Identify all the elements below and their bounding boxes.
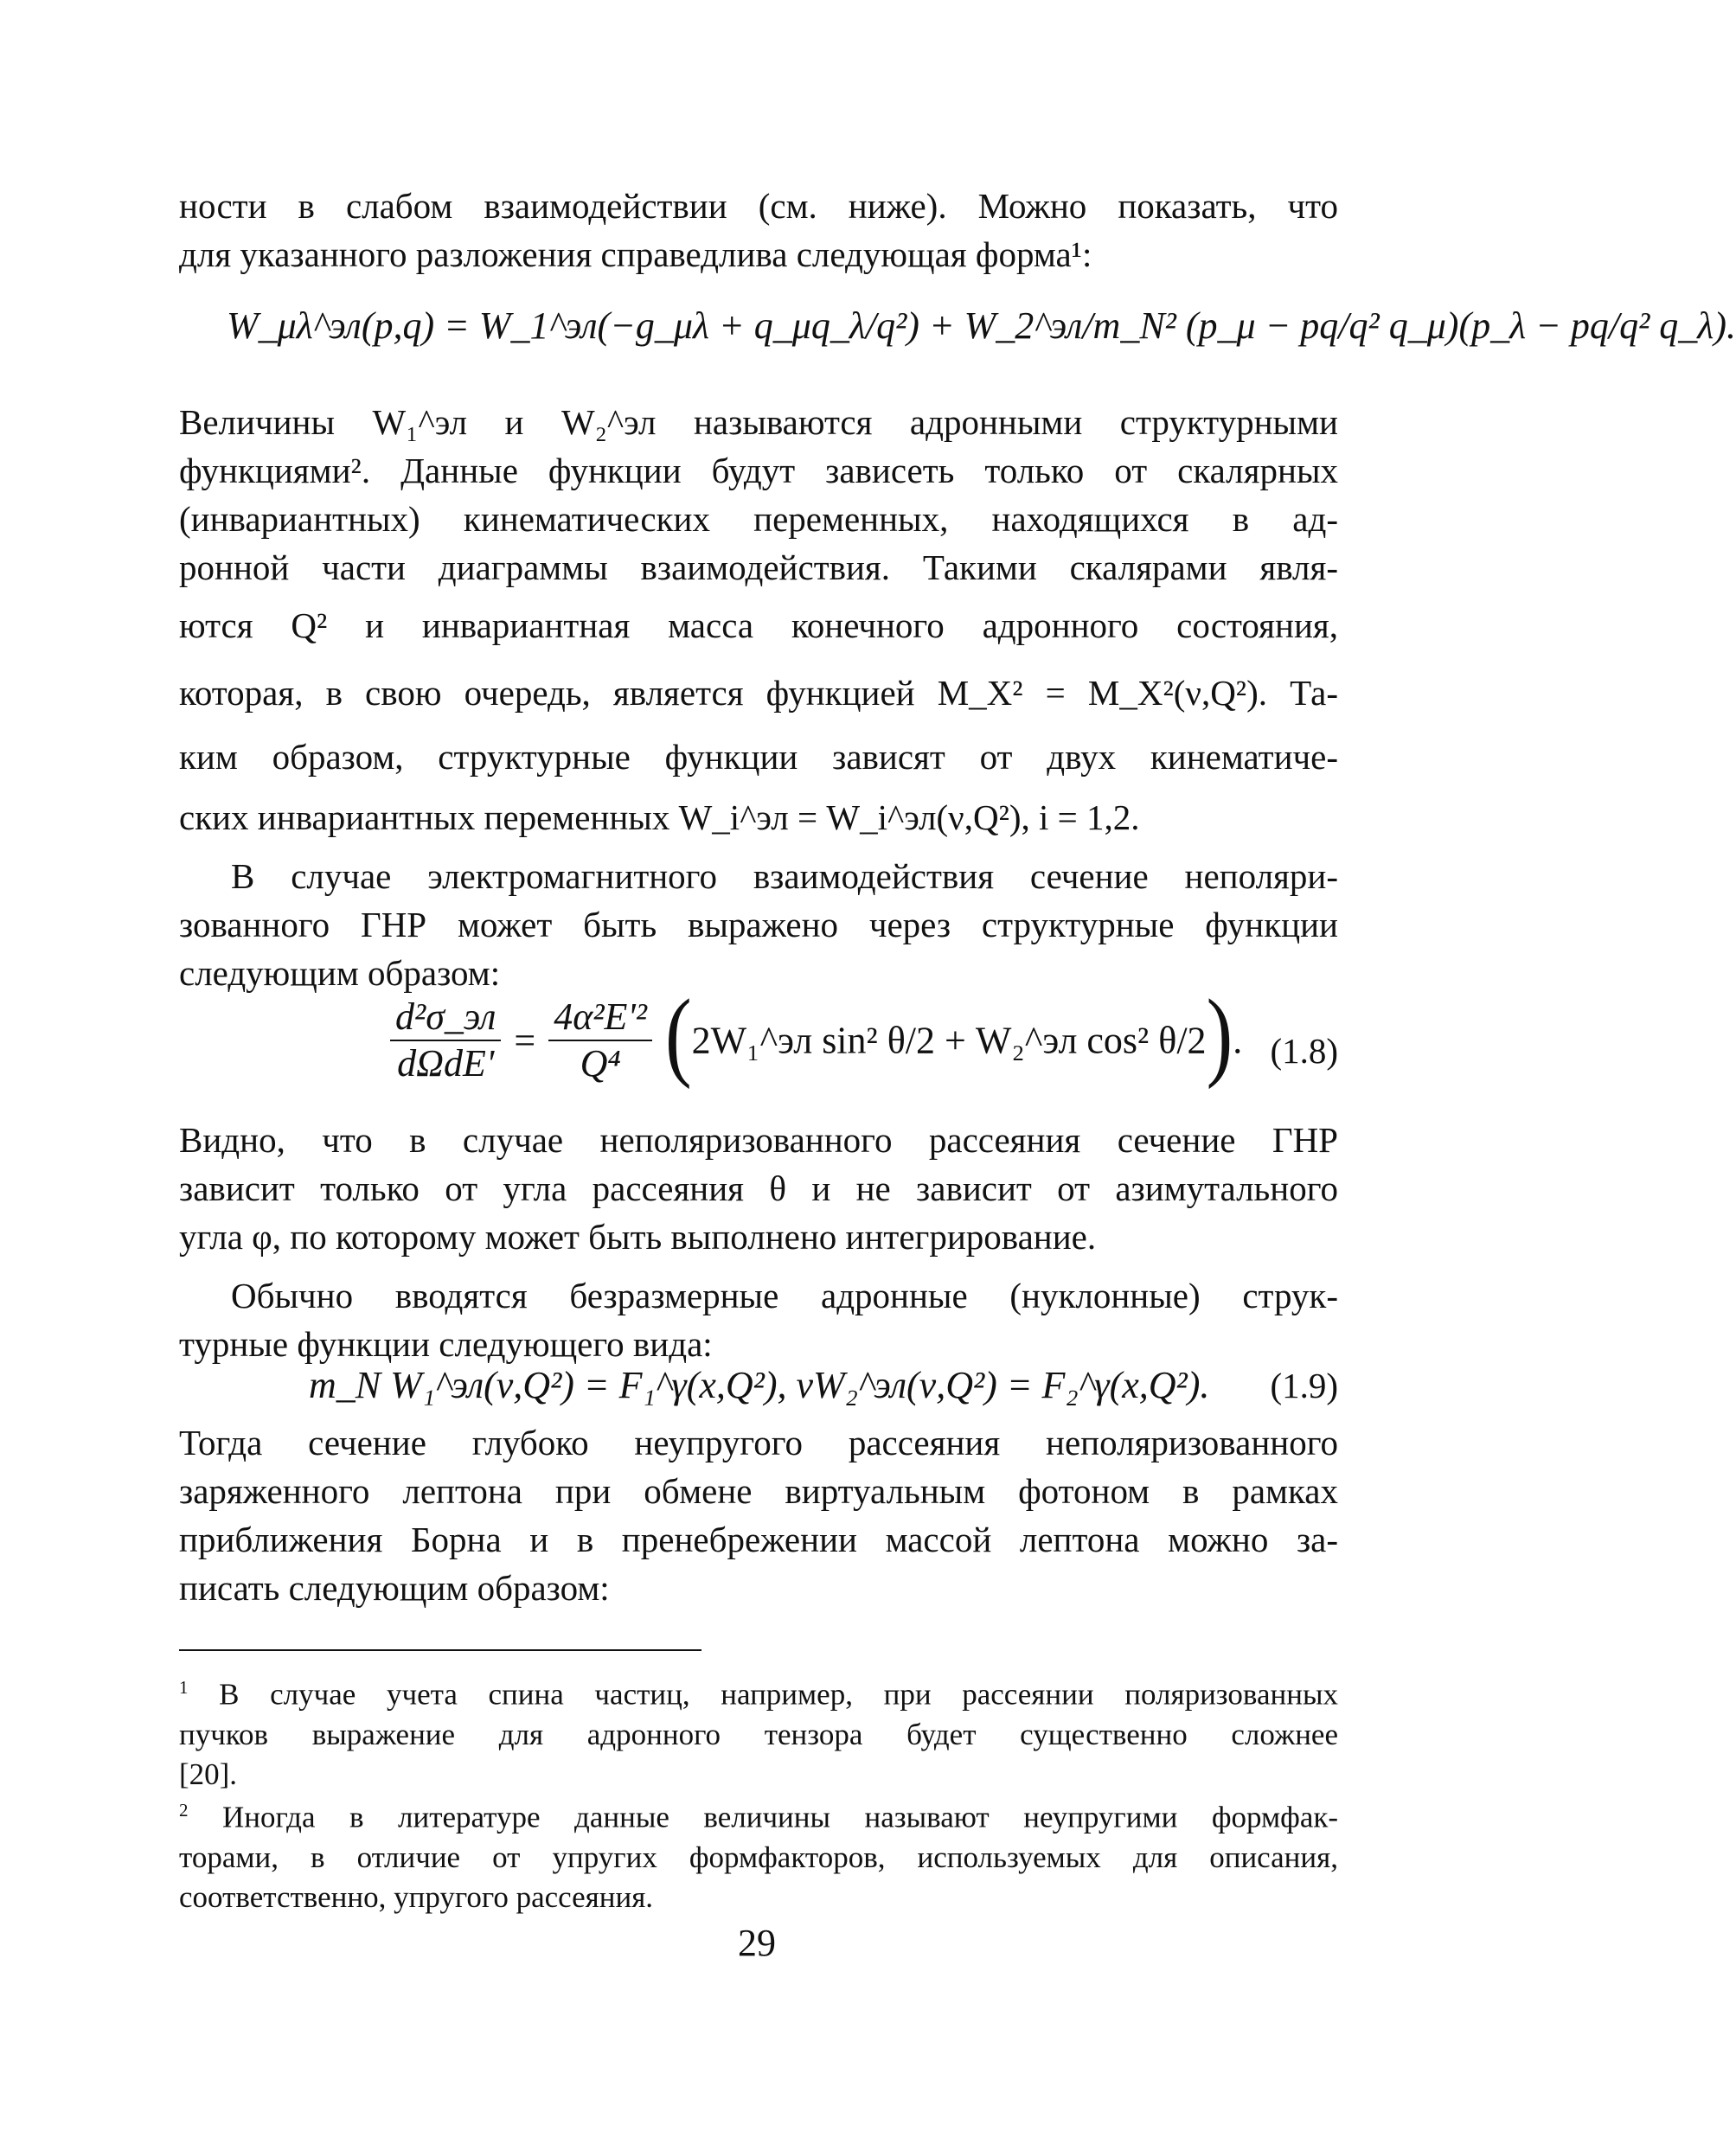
paragraph-line: для указанного разложения справедлива следующая форма¹: bbox=[179, 234, 1092, 274]
paragraph-5 bbox=[179, 1271, 1338, 1368]
paragraph-line: зависит только от угла рассеяния θ и не зависит от азимутального bbox=[179, 1168, 1338, 1208]
paragraph-line: следующим образом: bbox=[179, 953, 501, 993]
footnote-line: соответственно, упругого рассеяния. bbox=[179, 1879, 654, 1914]
paragraph-line: ются Q² и инвариантная масса конечного адронного состояния, bbox=[179, 605, 1338, 645]
footnote-1 bbox=[179, 1667, 1338, 1795]
footnote-2 bbox=[179, 1790, 1338, 1917]
footnote-line: [20]. bbox=[179, 1757, 238, 1791]
paragraph-line: ронной части диаграммы взаимодействия. Такими скалярами явля- bbox=[179, 547, 1338, 587]
bracket-content: 2W₁^эл sin² θ/2 + W₂^эл cos² θ/2 bbox=[691, 1019, 1207, 1062]
paragraph-2 bbox=[179, 398, 1338, 848]
paragraph-line: Тогда сечение глубоко неупругого рассеяния неполяризованного bbox=[179, 1423, 1338, 1462]
paragraph-line: писать следующим образом: bbox=[179, 1568, 610, 1608]
footnote-line: торами, в отличие от упругих формфакторов, используемых для описания, bbox=[179, 1840, 1338, 1874]
fraction-lhs bbox=[390, 995, 501, 1086]
footnote-mark: 1 bbox=[179, 1677, 189, 1698]
paragraph-line: (инвариантных) кинематических переменных, находящихся в ад- bbox=[179, 499, 1338, 539]
paragraph-line: ности в слабом взаимодействии (см. ниже). Можно показать, что bbox=[179, 186, 1338, 226]
paragraph-1 bbox=[179, 182, 1338, 278]
paragraph-4 bbox=[179, 1116, 1338, 1261]
rhs-numerator: 4α²E'² bbox=[554, 995, 647, 1038]
equation-hadron-tensor bbox=[179, 270, 1736, 382]
lhs-denominator: dΩdE' bbox=[397, 1042, 495, 1085]
footnote-line: Иногда в литературе данные величины называют неупругими формфак- bbox=[222, 1800, 1339, 1834]
equation-1-8: $\frac{\text{d²σ\_эл}}{\text{dΩdE'}}$ = $\frac{\text{4α²E'²}}{\text{Q⁴}}$ (2W₁^эл sin² θ/2 + W₂^эл cos² θ/2). (1.8) bbox=[179, 995, 1338, 1107]
equation-1-9 bbox=[179, 1358, 1338, 1413]
paragraph-line: угла φ, по которому может быть выполнено интегрирование. bbox=[179, 1217, 1097, 1257]
equation-text: W_μλ^эл(p,q) = W_1^эл(−g_μλ + q_μq_λ/q²) + W_2^эл/m_N² (p_μ − pq/q² q_μ)(p_λ − pq/q² q_λ). bbox=[227, 304, 1736, 347]
paragraph-line: ким образом, структурные функции зависят от двух кинематиче- bbox=[179, 737, 1338, 777]
paragraph-line: Величины W₁^эл и W₂^эл называются адронными структурными bbox=[179, 402, 1338, 442]
equation-number: (1.9) bbox=[1270, 1366, 1338, 1405]
paragraph-line: турные функции следующего вида: bbox=[179, 1324, 713, 1364]
footnote-mark: 2 bbox=[179, 1800, 189, 1821]
paragraph-line: Обычно вводятся безразмерные адронные (нуклонные) струк- bbox=[231, 1276, 1338, 1315]
equation-text: m_N W₁^эл(ν,Q²) = F₁^γ(x,Q²), νW₂^эл(ν,Q²) = F₂^γ(x,Q²). bbox=[309, 1364, 1210, 1406]
equation-number: (1.8) bbox=[1270, 1031, 1338, 1071]
rhs-denominator: Q⁴ bbox=[580, 1042, 621, 1085]
paragraph-line: ских инвариантных переменных W_i^эл = W_i^эл(ν,Q²), i = 1,2. bbox=[179, 797, 1140, 837]
page-number: 29 bbox=[738, 1922, 776, 1964]
paragraph-3 bbox=[179, 852, 1338, 997]
paragraph-line: заряженного лептона при обмене виртуальным фотоном в рамках bbox=[179, 1471, 1338, 1511]
fraction-rhs bbox=[548, 995, 652, 1086]
paragraph-6 bbox=[179, 1418, 1338, 1612]
paragraph-line: приближения Борна и в пренебрежении массой лептона можно за- bbox=[179, 1520, 1338, 1559]
paragraph-line: функциями². Данные функции будут зависеть только от скалярных bbox=[179, 451, 1338, 490]
footnote-divider bbox=[179, 1649, 701, 1651]
paragraph-line: Видно, что в случае неполяризованного рассеяния сечение ГНР bbox=[179, 1120, 1338, 1160]
paragraph-line: которая, в свою очередь, является функцией M_X² = M_X²(ν,Q²). Та- bbox=[179, 673, 1338, 713]
footnote-line: пучков выражение для адронного тензора будет существенно сложнее bbox=[179, 1717, 1338, 1751]
paragraph-line: зованного ГНР может быть выражено через структурные функции bbox=[179, 905, 1338, 944]
footnote-line: В случае учета спина частиц, например, при рассеянии поляризованных bbox=[219, 1677, 1338, 1712]
paragraph-line: В случае электромагнитного взаимодействия сечение неполяри- bbox=[231, 856, 1338, 896]
lhs-numerator: d²σ_эл bbox=[395, 995, 496, 1038]
